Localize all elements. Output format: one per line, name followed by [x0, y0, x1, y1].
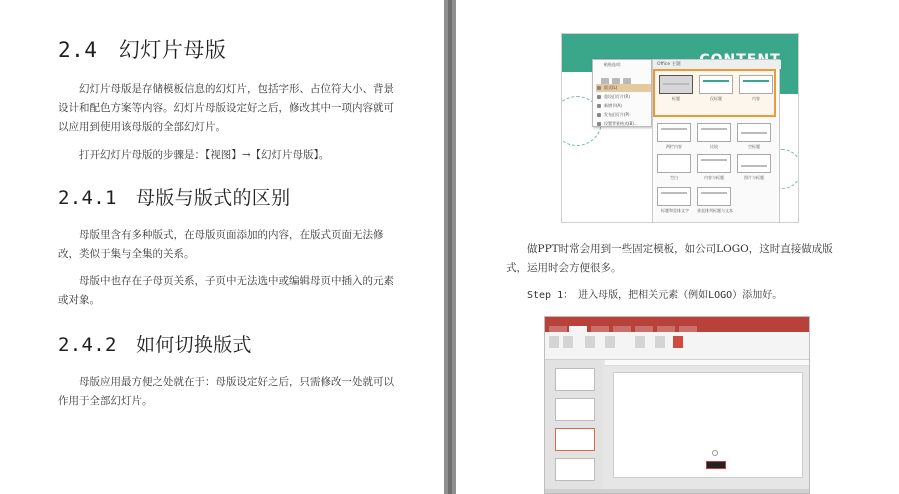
thumbnail-pane: [545, 360, 603, 490]
subsection-1-paragraph-2: 母版中也存在子母页关系，子页中无法选中或编辑母页中插入的元素或对象。: [58, 275, 394, 306]
menu-item-reset[interactable]: 重设幻灯片(R): [596, 93, 651, 101]
steps-paragraph: 打开幻灯片母版的步骤是：【视图】→【幻灯片母版】。: [79, 149, 330, 161]
ribbon-button[interactable]: [655, 336, 665, 348]
context-menu: [592, 59, 652, 127]
subsection-2-paragraph: 母版应用最方便之处就在于：母版设定好之后，只需修改一处就可以作用于全部幻灯片。: [58, 376, 394, 407]
subsection-title-1: 2.4.1 母版与版式的区别: [58, 187, 291, 209]
layout-thumb[interactable]: [739, 75, 773, 94]
layout-label: 比较: [710, 144, 718, 149]
step-1-paragraph: Step 1： 进入母版，把相关元素（例如LOGO）添加好。: [527, 290, 783, 301]
layout-thumb[interactable]: [699, 75, 733, 94]
section-title: 2.4 幻灯片母版: [58, 38, 227, 62]
menu-item-layout[interactable]: 版式(L): [596, 84, 651, 92]
left-page: [0, 0, 444, 494]
layout-gallery: [652, 59, 780, 223]
ribbon-button[interactable]: [563, 336, 573, 348]
layout-thumb[interactable]: [657, 154, 691, 173]
menu-title: 粘贴选项:: [604, 62, 622, 67]
ribbon-button[interactable]: [549, 336, 559, 348]
layout-label: 仅标题: [710, 96, 722, 101]
status-bar: [545, 489, 810, 494]
title-bar: [545, 317, 810, 325]
subsection-1-paragraph-1: 母版里含有多种版式，在母版页面添加的内容，在版式页面无法修改，类似于集与全集的关系。: [58, 229, 384, 260]
layout-thumb[interactable]: [657, 123, 691, 142]
layout-label: 内容: [752, 96, 760, 101]
subsection-title-2: 2.4.2 如何切换版式: [58, 334, 252, 356]
layout-thumb[interactable]: [737, 154, 771, 173]
layout-label: 两栏内容: [666, 144, 682, 149]
layout-label: 空标题: [748, 144, 760, 149]
layout-thumb[interactable]: [657, 187, 691, 206]
close-master-button[interactable]: [673, 336, 683, 348]
rotate-handle-icon[interactable]: [712, 450, 718, 456]
menu-item-add-section[interactable]: 新增节(A): [596, 102, 651, 110]
layout-thumb[interactable]: [697, 187, 731, 206]
layout-label: 标题和竖排文字: [661, 208, 689, 213]
menu-item-publish[interactable]: 发布幻灯片(P): [596, 111, 651, 119]
paste-icons: [601, 71, 641, 81]
slide-canvas[interactable]: [613, 372, 803, 478]
slide-thumbnail[interactable]: [555, 428, 595, 451]
ribbon-toolbar: [545, 332, 810, 360]
layout-label: 垂直排列标题与文本: [697, 208, 733, 213]
ribbon-button[interactable]: [635, 336, 645, 348]
slide-thumbnail[interactable]: [555, 398, 595, 421]
slide-thumbnail[interactable]: [555, 368, 595, 391]
ribbon-button[interactable]: [585, 336, 595, 348]
ribbon-tabs: [545, 325, 810, 332]
template-paragraph: 做PPT时常会用到一些固定模板，如公司LOGO，这时直接做成版式，运用时会方便很多。: [506, 243, 833, 274]
layout-thumb[interactable]: [697, 123, 731, 142]
layout-label: 标题: [672, 96, 680, 101]
gallery-title: Office 主题: [653, 60, 781, 69]
layout-thumb[interactable]: [659, 75, 693, 94]
layout-label: 内容与标题: [704, 175, 724, 180]
intro-paragraph: 幻灯片母版是存储模板信息的幻灯片，包括字形、占位符大小、背景设计和配色方案等内容。幻灯片母版设定好之后，修改其中一项内容就可以应用到使用该母版的全部幻灯片。: [58, 83, 394, 133]
selected-layout-row: [653, 69, 776, 117]
layout-label: 图片与标题: [744, 175, 764, 180]
slide-layout-screenshot: [561, 33, 799, 223]
right-page: [456, 0, 899, 494]
layout-thumb[interactable]: [737, 123, 771, 142]
slide-thumbnail[interactable]: [555, 458, 595, 481]
powerpoint-screenshot: [544, 316, 810, 494]
ribbon-button[interactable]: [605, 336, 615, 348]
layout-label: 空白: [670, 175, 678, 180]
page-separator: [448, 0, 452, 494]
layout-thumb[interactable]: [697, 154, 731, 173]
ruler: [605, 360, 810, 366]
logo-image[interactable]: [706, 461, 726, 469]
menu-item-background[interactable]: 设置背景格式(B)...: [596, 120, 651, 128]
